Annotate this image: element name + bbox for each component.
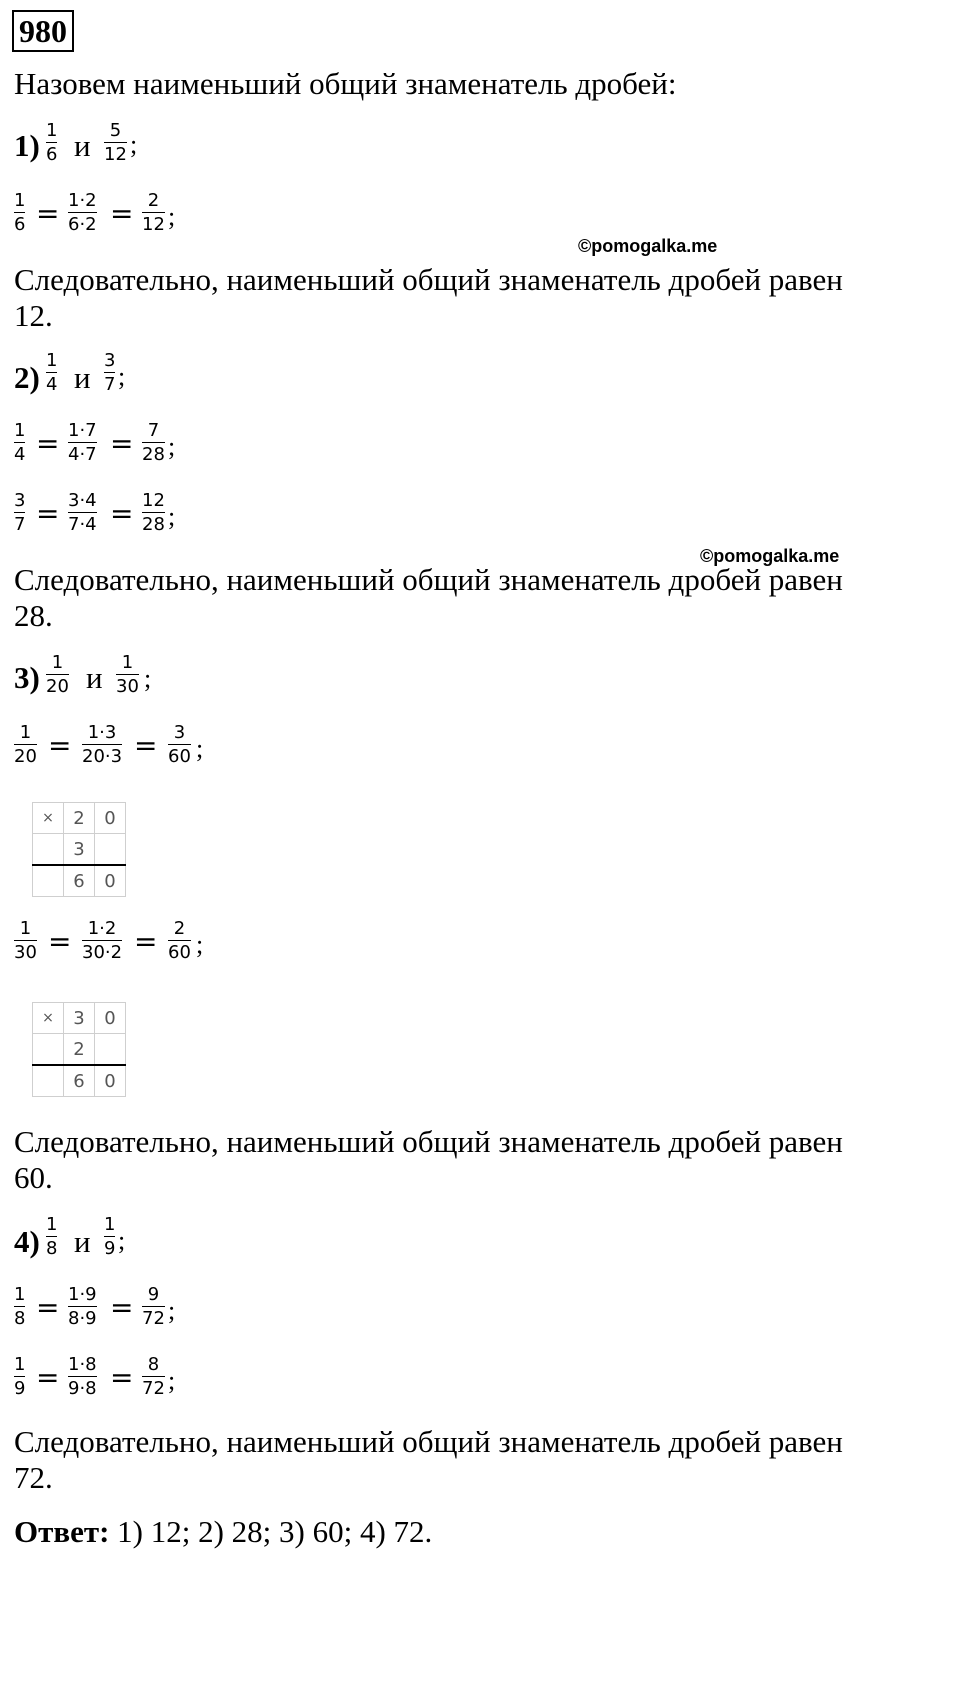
eq-1-1-mid: 1·2 6·2: [68, 190, 97, 235]
part-2-fraction-b: 3 7: [104, 350, 116, 395]
multiply-sign: ×: [33, 803, 64, 834]
eq-4-1-mid: 1·9 8·9: [68, 1284, 97, 1329]
part-1-label: 1): [14, 128, 40, 163]
intro-text: Назовем наименьший общий знаменатель дробей:: [14, 66, 677, 101]
conjunction: и: [74, 360, 91, 395]
eq-2-2-right: 12 28: [142, 490, 165, 535]
eq-2-2-mid: 3·4 7·4: [68, 490, 97, 535]
part-4-result: 72.: [14, 1460, 53, 1495]
part-1-conclusion: Следовательно, наименьший общий знаменатель дробей равен: [14, 262, 843, 297]
conjunction: и: [74, 128, 91, 163]
part-1-result: 12.: [14, 298, 53, 333]
part-4-label: 4): [14, 1224, 40, 1259]
eq-3-1-right: 3 60: [168, 722, 191, 767]
part-2-fraction-a: 1 4: [46, 350, 58, 395]
eq-3-2-right: 2 60: [168, 918, 191, 963]
eq-3-1-left: 1 20: [14, 722, 37, 767]
eq-2-1-left: 1 4: [14, 420, 26, 465]
eq-2-1-mid: 1·7 4·7: [68, 420, 97, 465]
part-3-label: 3): [14, 660, 40, 695]
answer-label: Ответ:: [14, 1514, 110, 1549]
eq-4-2-right: 8 72: [142, 1354, 165, 1399]
part-4-fraction-b: 1 9: [104, 1214, 116, 1259]
part-2-label: 2): [14, 360, 40, 395]
eq-3-1-mid: 1·3 20·3: [82, 722, 123, 767]
multiplication-grid-2: × 3 0 2 6 0: [32, 1002, 126, 1097]
part-3-conclusion: Следовательно, наименьший общий знаменатель дробей равен: [14, 1124, 843, 1159]
part-2-conclusion: Следовательно, наименьший общий знаменатель дробей равен: [14, 562, 843, 597]
part-4-fraction-a: 1 8: [46, 1214, 58, 1259]
eq-4-1-right: 9 72: [142, 1284, 165, 1329]
eq-4-1-left: 1 8: [14, 1284, 26, 1329]
part-2-result: 28.: [14, 598, 53, 633]
eq-2-1-right: 7 28: [142, 420, 165, 465]
eq-3-2-mid: 1·2 30·2: [82, 918, 123, 963]
conjunction: и: [86, 660, 103, 695]
part-3-result: 60.: [14, 1160, 53, 1195]
eq-4-2-left: 1 9: [14, 1354, 26, 1399]
watermark: ©pomogalka.me: [578, 236, 718, 256]
eq-2-2-left: 3 7: [14, 490, 26, 535]
eq-1-1-right: 2 12: [142, 190, 165, 235]
part-1-fraction-b: 5 12: [104, 120, 127, 165]
answer-text: 1) 12; 2) 28; 3) 60; 4) 72.: [117, 1514, 433, 1549]
problem-number: 980: [12, 10, 74, 52]
part-4-conclusion: Следовательно, наименьший общий знаменатель дробей равен: [14, 1424, 843, 1459]
eq-4-2-mid: 1·8 9·8: [68, 1354, 97, 1399]
part-3-fraction-b: 1 30: [116, 652, 139, 697]
conjunction: и: [74, 1224, 91, 1259]
multiply-sign: ×: [33, 1003, 64, 1034]
answer-line: [14, 1514, 432, 1550]
part-3-fraction-a: 1 20: [46, 652, 69, 697]
watermark: ©pomogalka.me: [700, 546, 840, 566]
eq-1-1-left: 1 6: [14, 190, 26, 235]
eq-3-2-left: 1 30: [14, 918, 37, 963]
part-1-fraction-a: 1 6: [46, 120, 58, 165]
multiplication-grid-1: × 2 0 3 6 0: [32, 802, 126, 897]
